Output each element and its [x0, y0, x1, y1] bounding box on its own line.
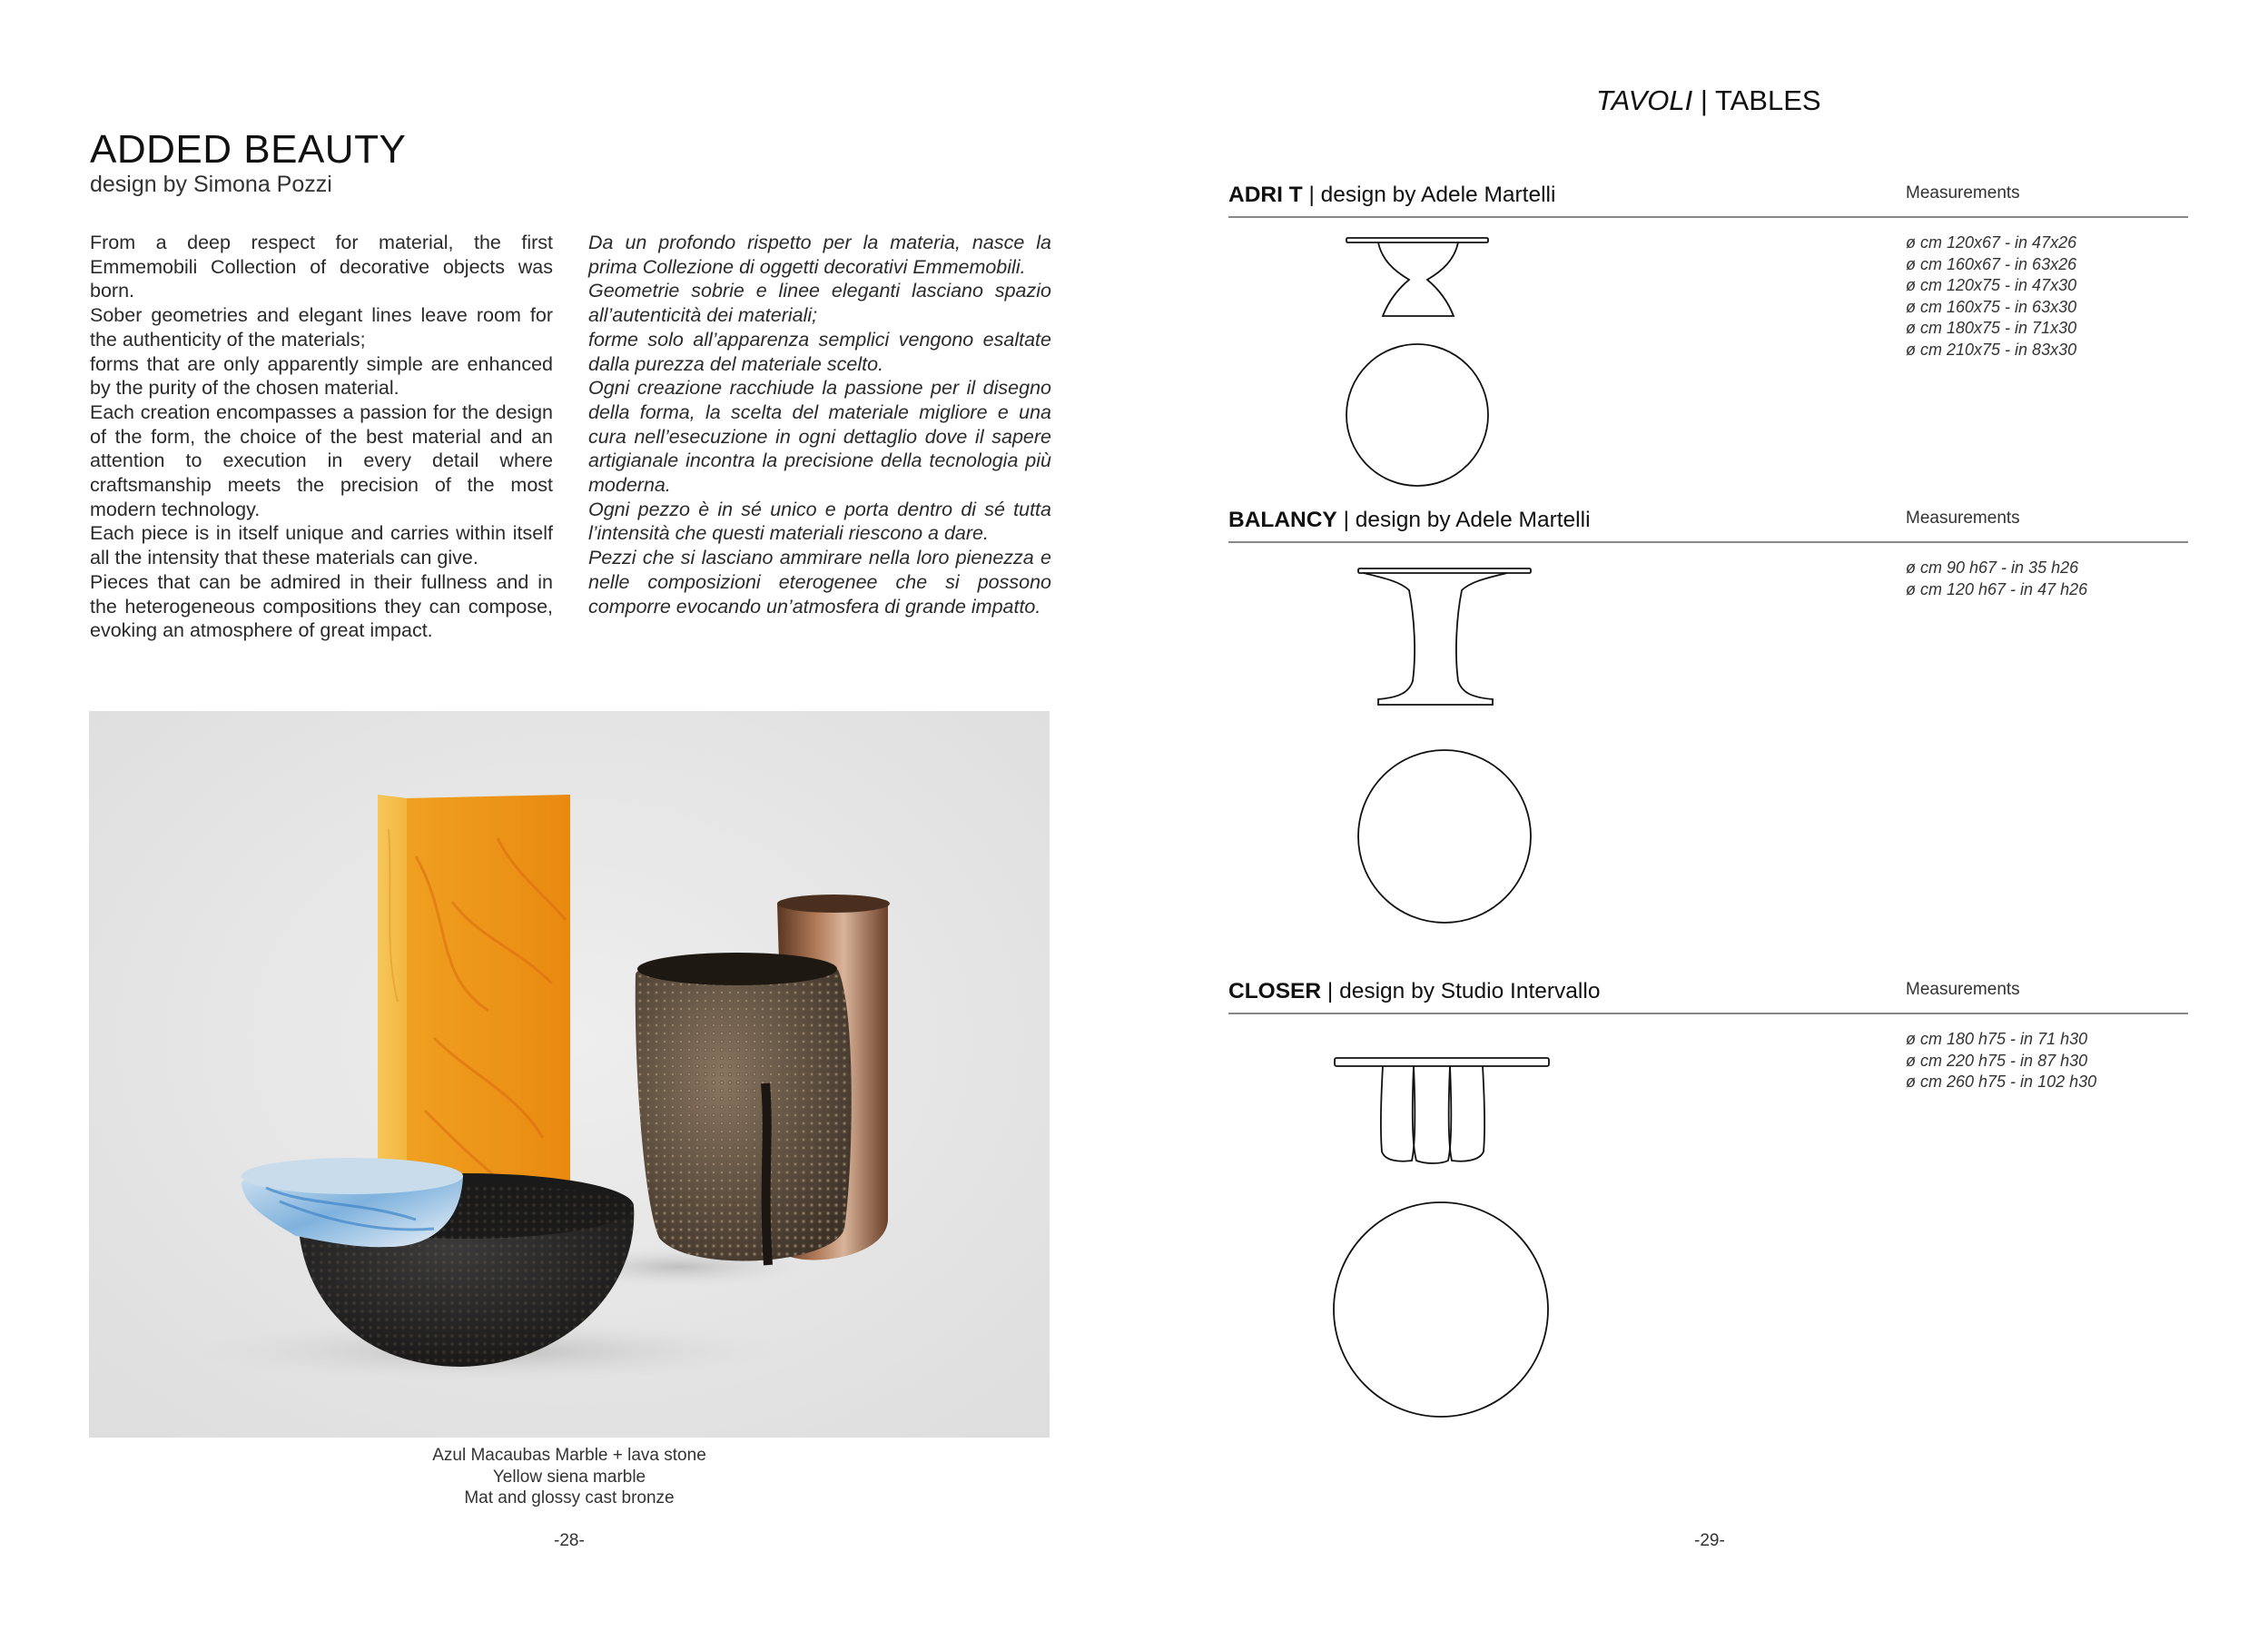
measurement: ø cm 210x75 - in 83x30 [1906, 340, 2077, 359]
divider [1228, 1013, 2188, 1014]
product-name: ADRI T [1228, 183, 1303, 207]
paragraph: Pezzi che si lasciano ammirare nella loro pienezza e nelle composizioni eterogenee che si possono comporre evocando un’atmosfera di grande impatto. [588, 547, 1051, 618]
caption-line: Azul Macaubas Marble + lava stone [432, 1446, 706, 1465]
product-designer: | design by Studio Intervallo [1321, 979, 1601, 1003]
measurement: ø cm 160x75 - in 63x30 [1906, 297, 2077, 316]
paragraph: Da un profondo rispetto per la materia, nasce la prima Collezione di oggetti decorativi Emmemobili. [588, 232, 1051, 278]
measurement: ø cm 90 h67 - in 35 h26 [1906, 558, 2079, 577]
paragraph: forme solo all’apparenza semplici vengono esaltate dalla purezza del materiale scelto. [588, 328, 1051, 375]
measurement: ø cm 180 h75 - in 71 h30 [1906, 1030, 2088, 1048]
measurements-list [1906, 558, 2087, 600]
section-title-english: | TABLES [1692, 84, 1821, 116]
measurement: ø cm 120x67 - in 47x26 [1906, 233, 2077, 252]
measurement: ø cm 120 h67 - in 47 h26 [1906, 579, 2088, 598]
product-name: BALANCY [1228, 508, 1337, 532]
italian-text-column [588, 231, 1051, 618]
measurements-label: Measurements [1906, 509, 2020, 528]
paragraph: Geometrie sobrie e linee eleganti lasciano spazio all’autenticità dei materiali; [588, 280, 1051, 327]
product-heading-closer [1228, 979, 1600, 1004]
paragraph: forms that are only apparently simple are enhanced by the purity of the chosen material. [90, 352, 553, 400]
paragraph: Pieces that can be admired in their fullness and in the heterogeneous compositions they can compose, evoking an atmosphere of great impact. [90, 570, 553, 642]
decorative-objects-illustration [89, 711, 1050, 1438]
photo-caption [89, 1445, 1050, 1509]
measurement: ø cm 160x67 - in 63x26 [1906, 254, 2077, 273]
paragraph: Each creation encompasses a passion for the design of the form, the choice of the best material and an attention to execution in every detail where craftsmanship meets the precision of the most modern technology. [90, 400, 553, 520]
product-designer: | design by Adele Martelli [1336, 508, 1591, 532]
section-title [1596, 84, 1821, 117]
paragraph: Sober geometries and elegant lines leave room for the authenticity of the materials; [90, 304, 553, 351]
adri-t-drawing [1344, 232, 1498, 496]
page-number-right: -29- [1694, 1531, 1725, 1550]
balancy-drawing [1353, 563, 1543, 926]
product-photo [89, 711, 1050, 1438]
measurement: ø cm 180x75 - in 71x30 [1906, 319, 2077, 337]
measurement: ø cm 260 h75 - in 102 h30 [1906, 1073, 2097, 1091]
measurements-list [1906, 232, 2076, 361]
caption-line: Yellow siena marble [492, 1467, 646, 1487]
measurements-list [1906, 1029, 2096, 1093]
divider [1228, 216, 2188, 218]
divider [1228, 541, 2188, 543]
product-name: CLOSER [1228, 979, 1322, 1003]
caption-line: Mat and glossy cast bronze [464, 1488, 675, 1507]
measurement: ø cm 120x75 - in 47x30 [1906, 276, 2077, 294]
closer-drawing [1330, 1053, 1557, 1426]
product-heading-adri-t [1228, 183, 1555, 208]
measurements-label: Measurements [1906, 183, 2020, 203]
paragraph: Ogni creazione racchiude la passione per il disegno della forma, la scelta del materiale migliore e una cura nell’esecuzione in ogni dettaglio dove il sapere artigianale incontra la precisione della tecnologia più moderna. [588, 377, 1051, 497]
section-title-italian: TAVOLI [1596, 84, 1693, 116]
page-number-left: -28- [554, 1531, 585, 1550]
english-text-column [90, 231, 553, 643]
paragraph: Each piece is in itself unique and carries within itself all the intensity that these materials can give. [90, 522, 553, 569]
page-title: ADDED BEAUTY [90, 127, 407, 172]
paragraph: From a deep respect for material, the first Emmemobili Collection of decorative objects was born. [90, 232, 553, 302]
measurements-label: Measurements [1906, 980, 2020, 999]
product-heading-balancy [1228, 508, 1591, 533]
product-designer: | design by Adele Martelli [1302, 183, 1556, 207]
page-subtitle: design by Simona Pozzi [90, 172, 332, 197]
paragraph: Ogni pezzo è in sé unico e porta dentro di sé tutta l’intensità che questi materiali riescono a dare. [588, 498, 1051, 545]
measurement: ø cm 220 h75 - in 87 h30 [1906, 1051, 2088, 1070]
